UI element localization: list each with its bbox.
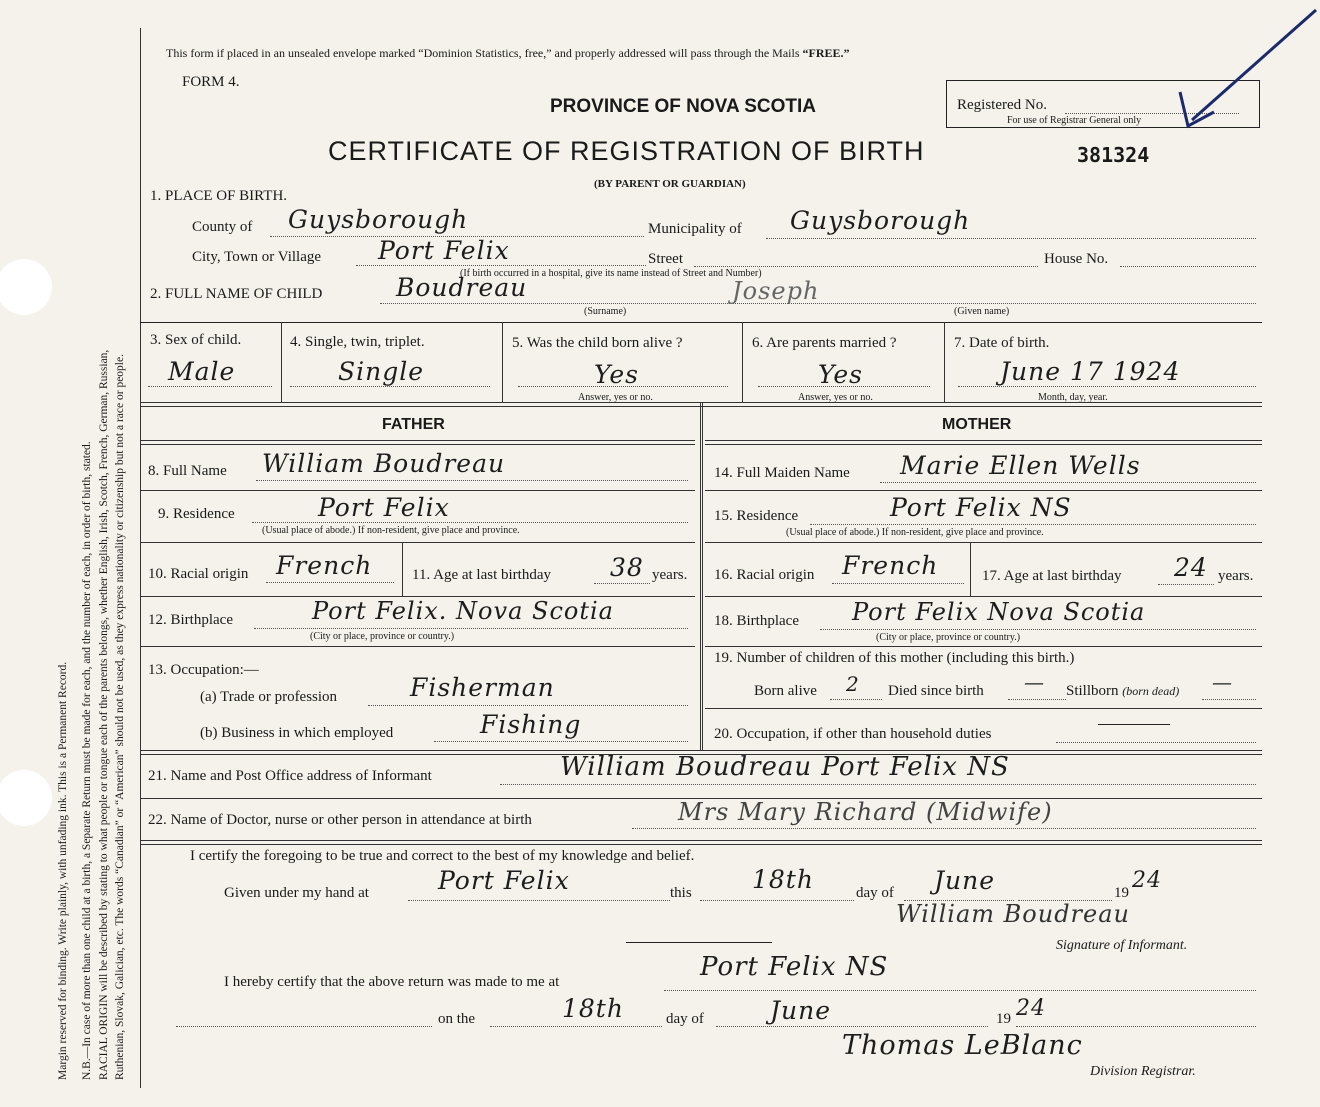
mother-age-value: 24: [1174, 553, 1208, 582]
informant-signature: William Boudreau: [896, 900, 1130, 928]
parents-married-value: Yes: [818, 360, 863, 389]
father-birthplace-label: 12. Birthplace: [148, 612, 233, 628]
certify-statement: I certify the foregoing to be true and correct to the best of my knowledge and belief.: [190, 848, 695, 864]
mother-stillborn-label: Stillborn (born dead): [1066, 683, 1180, 699]
binding-hole-top: [0, 259, 52, 315]
mother-birthplace-label: 18. Birthplace: [714, 613, 799, 629]
sex-label: 3. Sex of child.: [150, 332, 242, 348]
day-of-label: day of: [856, 885, 894, 901]
parents-married-label: 6. Are parents married ?: [752, 335, 897, 351]
mother-stillborn-value: —: [1212, 670, 1233, 694]
return-year-prefix: 19: [996, 1011, 1011, 1027]
given-place-value: Port Felix: [438, 866, 570, 895]
mother-racial-origin-value: French: [842, 551, 939, 580]
binding-margin-rule: [140, 28, 141, 1088]
mother-heading: MOTHER: [942, 416, 1012, 433]
father-age-value: 38: [610, 553, 644, 582]
given-year-value: 24: [1132, 868, 1162, 893]
county-value: Guysborough: [288, 205, 469, 234]
form-number: FORM 4.: [182, 74, 240, 90]
mother-residence-label: 15. Residence: [714, 508, 799, 524]
born-alive-value: Yes: [594, 360, 639, 389]
father-birthplace-value: Port Felix. Nova Scotia: [312, 597, 614, 625]
child-name-label: 2. FULL NAME OF CHILD: [150, 286, 323, 302]
given-month-value: June: [934, 866, 996, 895]
father-occupation-label: 13. Occupation:—: [148, 662, 259, 678]
check-mark-arrow-icon: [1170, 4, 1318, 134]
father-name-value: William Boudreau: [262, 449, 506, 478]
child-surname-value: Boudreau: [396, 273, 528, 302]
father-residence-label: 9. Residence: [158, 506, 235, 522]
hospital-note: (If birth occurred in a hospital, give its name instead of Street and Number): [460, 268, 762, 279]
father-heading: FATHER: [382, 416, 445, 433]
mother-residence-caption: (Usual place of abode.) If non-resident, give place and province.: [786, 527, 1044, 538]
return-day-value: 18th: [562, 994, 624, 1023]
father-trade-label: (a) Trade or profession: [200, 689, 338, 705]
mother-born-alive-label: Born alive: [754, 683, 817, 699]
margin-note-racial-origin: RACIAL ORIGIN will be described by stating to what people or tongue each of the parents belongs, whether English, Irish, Scotch, French, German, Russian,: [98, 349, 110, 1080]
attendant-label: 22. Name of Doctor, nurse or other person in attendance at birth: [148, 812, 532, 828]
informant-value: William Boudreau Port Felix NS: [560, 752, 1010, 782]
father-racial-origin-value: French: [276, 551, 373, 580]
return-year-value: 24: [1016, 996, 1046, 1021]
page-subtitle: (BY PARENT OR GUARDIAN): [594, 178, 746, 190]
mother-died-label: Died since birth: [888, 683, 984, 699]
page-title: CERTIFICATE OF REGISTRATION OF BIRTH: [328, 136, 925, 166]
mother-born-alive-value: 2: [846, 672, 860, 696]
father-residence-caption: (Usual place of abode.) If non-resident, give place and province.: [262, 525, 520, 536]
mother-years-label: years.: [1218, 568, 1254, 584]
father-residence-value: Port Felix: [318, 493, 450, 522]
father-years-label: years.: [652, 567, 688, 583]
informant-label: 21. Name and Post Office address of Informant: [148, 768, 432, 784]
date-of-birth-label: 7. Date of birth.: [954, 335, 1050, 351]
mother-name-label: 14. Full Maiden Name: [714, 465, 850, 481]
mother-died-value: —: [1024, 670, 1045, 694]
father-racial-origin-label: 10. Racial origin: [148, 566, 249, 582]
father-business-value: Fishing: [480, 710, 582, 739]
mother-children-label: 19. Number of children of this mother (including this birth.): [714, 650, 1075, 666]
registrar-use-note: For use of Registrar General only: [1007, 115, 1142, 126]
mail-notice: This form if placed in an unsealed envelope marked “Dominion Statistics, free,” and properly addressed will pass through the Mails “FREE.”: [166, 46, 850, 60]
registration-stamp-number: 381324: [1077, 143, 1150, 167]
plurality-label: 4. Single, twin, triplet.: [290, 334, 425, 350]
year-prefix: 19: [1114, 885, 1129, 901]
mother-birthplace-caption: (City or place, province or country.): [876, 632, 1021, 643]
county-label: County of: [192, 219, 253, 235]
father-business-label: (b) Business in which employed: [200, 725, 394, 741]
this-label: this: [670, 885, 692, 901]
born-alive-caption: Answer, yes or no.: [578, 392, 653, 403]
date-of-birth-caption: Month, day, year.: [1038, 392, 1108, 403]
given-under-hand-label: Given under my hand at: [224, 885, 369, 901]
child-given-name-value: Joseph: [732, 277, 820, 305]
father-trade-value: Fisherman: [410, 673, 555, 702]
province-heading: PROVINCE OF NOVA SCOTIA: [550, 96, 817, 117]
return-day-of-label: day of: [666, 1011, 704, 1027]
registrar-caption: Division Registrar.: [1090, 1064, 1196, 1079]
given-day-value: 18th: [752, 865, 814, 894]
return-month-value: June: [770, 996, 832, 1025]
street-label: Street: [648, 251, 683, 267]
father-age-label: 11. Age at last birthday: [412, 567, 551, 583]
mother-occupation-label: 20. Occupation, if other than household duties: [714, 726, 992, 742]
sex-value: Male: [168, 357, 236, 386]
father-name-label: 8. Full Name: [148, 463, 227, 479]
date-of-birth-value: June 17 1924: [1000, 357, 1181, 386]
parents-married-caption: Answer, yes or no.: [798, 392, 873, 403]
municipality-value: Guysborough: [790, 206, 971, 235]
city-value: Port Felix: [378, 236, 510, 265]
return-place-value: Port Felix NS: [700, 952, 889, 982]
return-statement: I hereby certify that the above return was made to me at: [224, 974, 560, 990]
municipality-label: Municipality of: [648, 221, 742, 237]
margin-note-multiple-births: N.B.—In case of more than one child at a birth, a Separate Return must be made for each, and the number of each, in order of birth, stated.: [81, 441, 93, 1080]
on-the-label: on the: [438, 1011, 476, 1027]
informant-signature-caption: Signature of Informant.: [1056, 938, 1188, 953]
mother-age-label: 17. Age at last birthday: [982, 568, 1122, 584]
surname-caption: (Surname): [584, 306, 627, 317]
mother-name-value: Marie Ellen Wells: [900, 451, 1141, 480]
mother-birthplace-value: Port Felix Nova Scotia: [852, 598, 1146, 626]
given-name-caption: (Given name): [954, 306, 1010, 317]
plurality-value: Single: [338, 357, 425, 386]
registered-number-label: Registered No.: [957, 97, 1047, 113]
margin-note-binding: Margin reserved for binding. Write plainly, with unfading ink. This is a Permanent Record.: [57, 661, 69, 1080]
place-of-birth-heading: 1. PLACE OF BIRTH.: [150, 188, 288, 204]
father-birthplace-caption: (City or place, province or country.): [310, 631, 455, 642]
binding-hole-bottom: [0, 770, 52, 826]
margin-note-nationality: Ruthenian, Slovak, Galician, etc. The words “Canadian” or “American” should not be used, as they express nationality or citizenship but not a race or people.: [114, 354, 126, 1080]
house-number-label: House No.: [1044, 251, 1109, 267]
mother-racial-origin-label: 16. Racial origin: [714, 567, 815, 583]
registrar-signature: Thomas LeBlanc: [842, 1030, 1083, 1061]
mother-residence-value: Port Felix NS: [890, 493, 1072, 522]
city-label: City, Town or Village: [192, 249, 322, 265]
born-alive-label: 5. Was the child born alive ?: [512, 335, 683, 351]
attendant-value: Mrs Mary Richard (Midwife): [678, 798, 1053, 826]
